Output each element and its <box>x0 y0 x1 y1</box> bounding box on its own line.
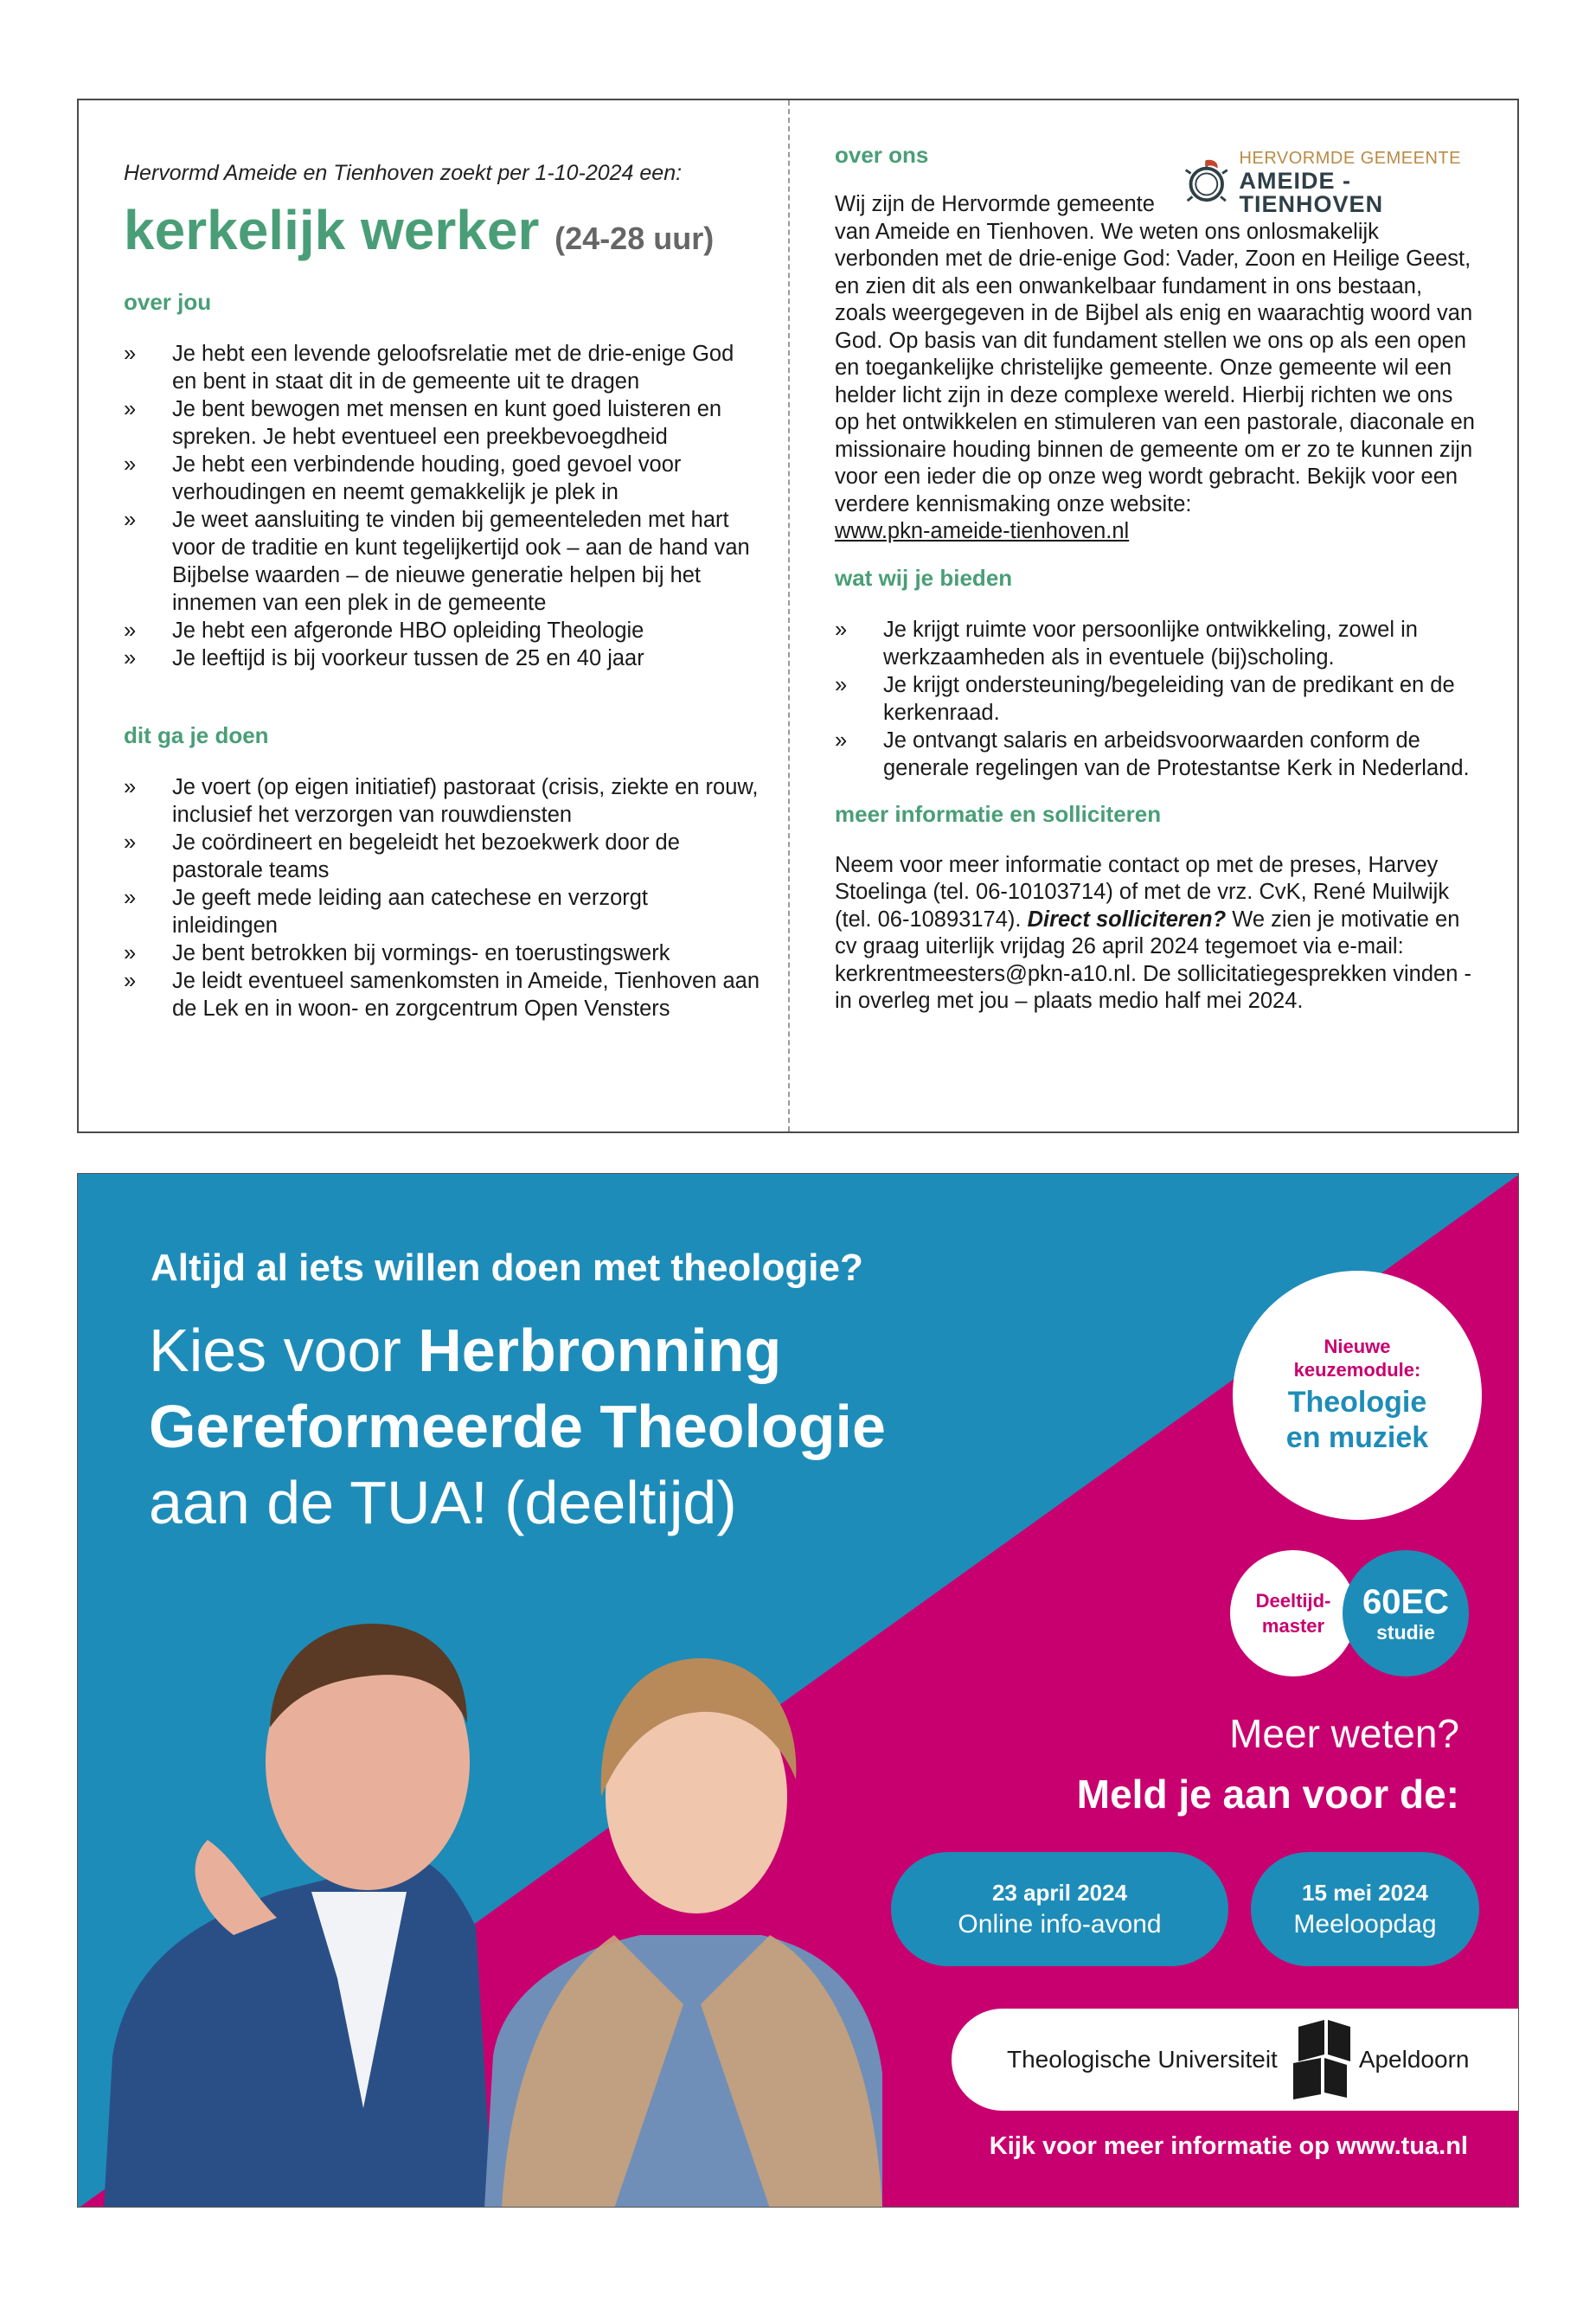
job-advertisement <box>77 99 1519 1133</box>
ad-main-text <box>149 1312 886 1541</box>
list-item: » Je bent bewogen met mensen en kunt goed luisteren en spreken. Je hebt eventueel een preekbevoegdheid <box>124 395 760 451</box>
logo-text-line2: AMEIDE - TIENHOVEN <box>1239 167 1384 217</box>
event-date: 23 april 2024 <box>991 1879 1128 1906</box>
list-item: » Je weet aansluiting te vinden bij gemeenteleden met hart voor de traditie en kunt tegelijkertijd ook – aan de hand van Bijbelse waarden – de nieuwe generatie helpen bij het innemen van een plek in de gemeente <box>124 506 760 617</box>
university-name: Theologische Universiteit <box>1007 2046 1278 2073</box>
ec-badge <box>1343 1550 1469 1676</box>
ad-line2-bold: Gereformeerde Theologie <box>149 1393 886 1460</box>
badge-ec-label: studie <box>1376 1620 1435 1644</box>
right-column <box>835 142 1475 1016</box>
ad-line3-light: aan de TUA! (deeltijd) <box>149 1469 737 1536</box>
us-paragraph <box>835 191 1475 546</box>
master-badge <box>1230 1550 1356 1676</box>
offer-heading: wat wij je bieden <box>835 564 1013 591</box>
logo-text-line1: HERVORMDE GEMEENTE <box>1239 148 1461 168</box>
job-hours: (24-28 uur) <box>554 221 715 256</box>
apply-text-1: Neem voor meer informatie contact op met de preses, Harvey Stoelinga (tel. 06-10103714) of met de vrz. CvK, René Muilwijk (tel. 06-10893174). <box>835 852 1450 932</box>
open-book-icon <box>1290 2018 1352 2101</box>
list-item: » Je leidt eventueel samenkomsten in Ameide, Tienhoven aan de Lek en in woon- en zorgcentrum Open Vensters <box>124 967 760 1022</box>
tua-advertisement <box>77 1173 1519 2208</box>
list-item: » Je hebt een levende geloofsrelatie met de drie-enige God en bent in staat dit in de gemeente uit te dragen <box>124 340 760 395</box>
left-column <box>124 161 760 1022</box>
event-online-info-evening[interactable] <box>891 1852 1228 1966</box>
new-module-badge <box>1233 1271 1482 1520</box>
us-heading: over ons <box>835 142 929 168</box>
apply-heading: meer informatie en solliciteren <box>835 800 1162 827</box>
list-item: » Je geeft mede leiding aan catechese en verzorgt inleidingen <box>124 884 760 939</box>
list-item: » Je krijgt ruimte voor persoonlijke ontwikkeling, zowel in werkzaamheden als in eventuele (bij)scholing. <box>835 616 1475 671</box>
list-item: » Je krijgt ondersteuning/begeleiding van de predikant en de kerkenraad. <box>835 671 1475 727</box>
intro-text: Hervormd Ameide en Tienhoven zoekt per 1-10-2024 een: <box>124 161 683 185</box>
website-link[interactable]: www.pkn-ameide-tienhoven.nl <box>835 519 1130 543</box>
about-list <box>124 340 760 672</box>
list-item: » Je voert (op eigen initiatief) pastoraat (crisis, ziekte en rouw, inclusief het verzorgen van rouwdiensten <box>124 773 760 829</box>
register-text: Meld je aan voor de: <box>1076 1772 1459 1817</box>
list-item: » Je leeftijd is bij voorkeur tussen de 25 en 40 jaar <box>124 644 760 672</box>
university-logo-bar <box>952 2009 1519 2111</box>
list-item: » Je hebt een afgeronde HBO opleiding Theologie <box>124 617 760 644</box>
badge-new-large: Theologie en muziek <box>1285 1386 1429 1454</box>
badge-master-text: Deeltijd-master <box>1255 1590 1331 1637</box>
badge-ec-number: 60EC <box>1362 1582 1450 1621</box>
list-item: » Je ontvangt salaris en arbeidsvoorwaarden conform de generale regelingen van de Protestantse Kerk in Nederland. <box>835 727 1475 782</box>
church-logo <box>1181 149 1492 216</box>
event-title: Online info-avond <box>958 1909 1162 1939</box>
list-item: » Je coördineert en begeleidt het bezoekwerk door de pastorale teams <box>124 829 760 884</box>
tua-website-link[interactable]: Kijk voor meer informatie op www.tua.nl <box>989 2132 1468 2160</box>
university-city: Apeldoorn <box>1358 2046 1470 2073</box>
ad-headline: Altijd al iets willen doen met theologie? <box>151 1247 863 1289</box>
job-title-text: kerkelijk werker <box>124 199 540 261</box>
about-heading: over jou <box>124 289 212 316</box>
apply-emphasis: Direct solliciteren? <box>1027 907 1227 932</box>
event-date: 15 mei 2024 <box>1301 1879 1428 1906</box>
event-title: Meeloopdag <box>1293 1909 1437 1939</box>
list-item: » Je bent betrokken bij vormings- en toerustingswerk <box>124 939 760 967</box>
job-title <box>124 199 760 261</box>
column-divider <box>788 100 790 1131</box>
event-walk-along-day[interactable] <box>1251 1852 1479 1966</box>
tasks-heading: dit ga je doen <box>124 722 269 749</box>
ad-line1-light: Kies voor <box>149 1317 401 1384</box>
tasks-list <box>124 773 760 1022</box>
list-item: » Je hebt een verbindende houding, goed gevoel voor verhoudingen en neemt gemakkelijk je plek in <box>124 451 760 506</box>
ad-line1-bold: Herbronning <box>418 1317 782 1384</box>
us-text: Wij zijn de Hervormde gemeente van Ameide en Tienhoven. We weten ons onlosmakelijk verbonden met de drie-enige God: Vader, Zoon en Heilige Geest, en zien dit als een onwankelbaar fundament in ons bestaan, zoals weergegeven in de Bijbel als enig en waarachtig woord van God. Op basis van dit fundament stellen we ons op als een open en toegankelijke christelijke gemeente. Onze gemeente wil een helder licht zijn in deze complexe wereld. Hierbij richten we ons op het ontwikkelen en stimuleren van een pastorale, diaconale en missionaire houding binnen de gemeente om er zo te kunnen zijn voor een ieder die op onze weg wordt gebracht. Bekijk voor een verdere kennismaking onze website: <box>835 192 1475 516</box>
crown-of-thorns-icon <box>1181 156 1233 209</box>
apply-text-2: We zien je motivatie en cv graag uiterlijk vrijdag 26 april 2024 tegemoet via e-mail: kerkrentmeesters@pkn-a10.nl. De sollicitatiegesprekken vinden - in overleg met jou – plaats medio half mei 2024. <box>835 907 1471 1013</box>
apply-paragraph <box>835 852 1475 1016</box>
badge-new-small: Nieuwe keuzemodule: <box>1293 1336 1421 1381</box>
more-info-question: Meer weten? <box>1229 1711 1459 1756</box>
offer-list <box>835 616 1475 782</box>
